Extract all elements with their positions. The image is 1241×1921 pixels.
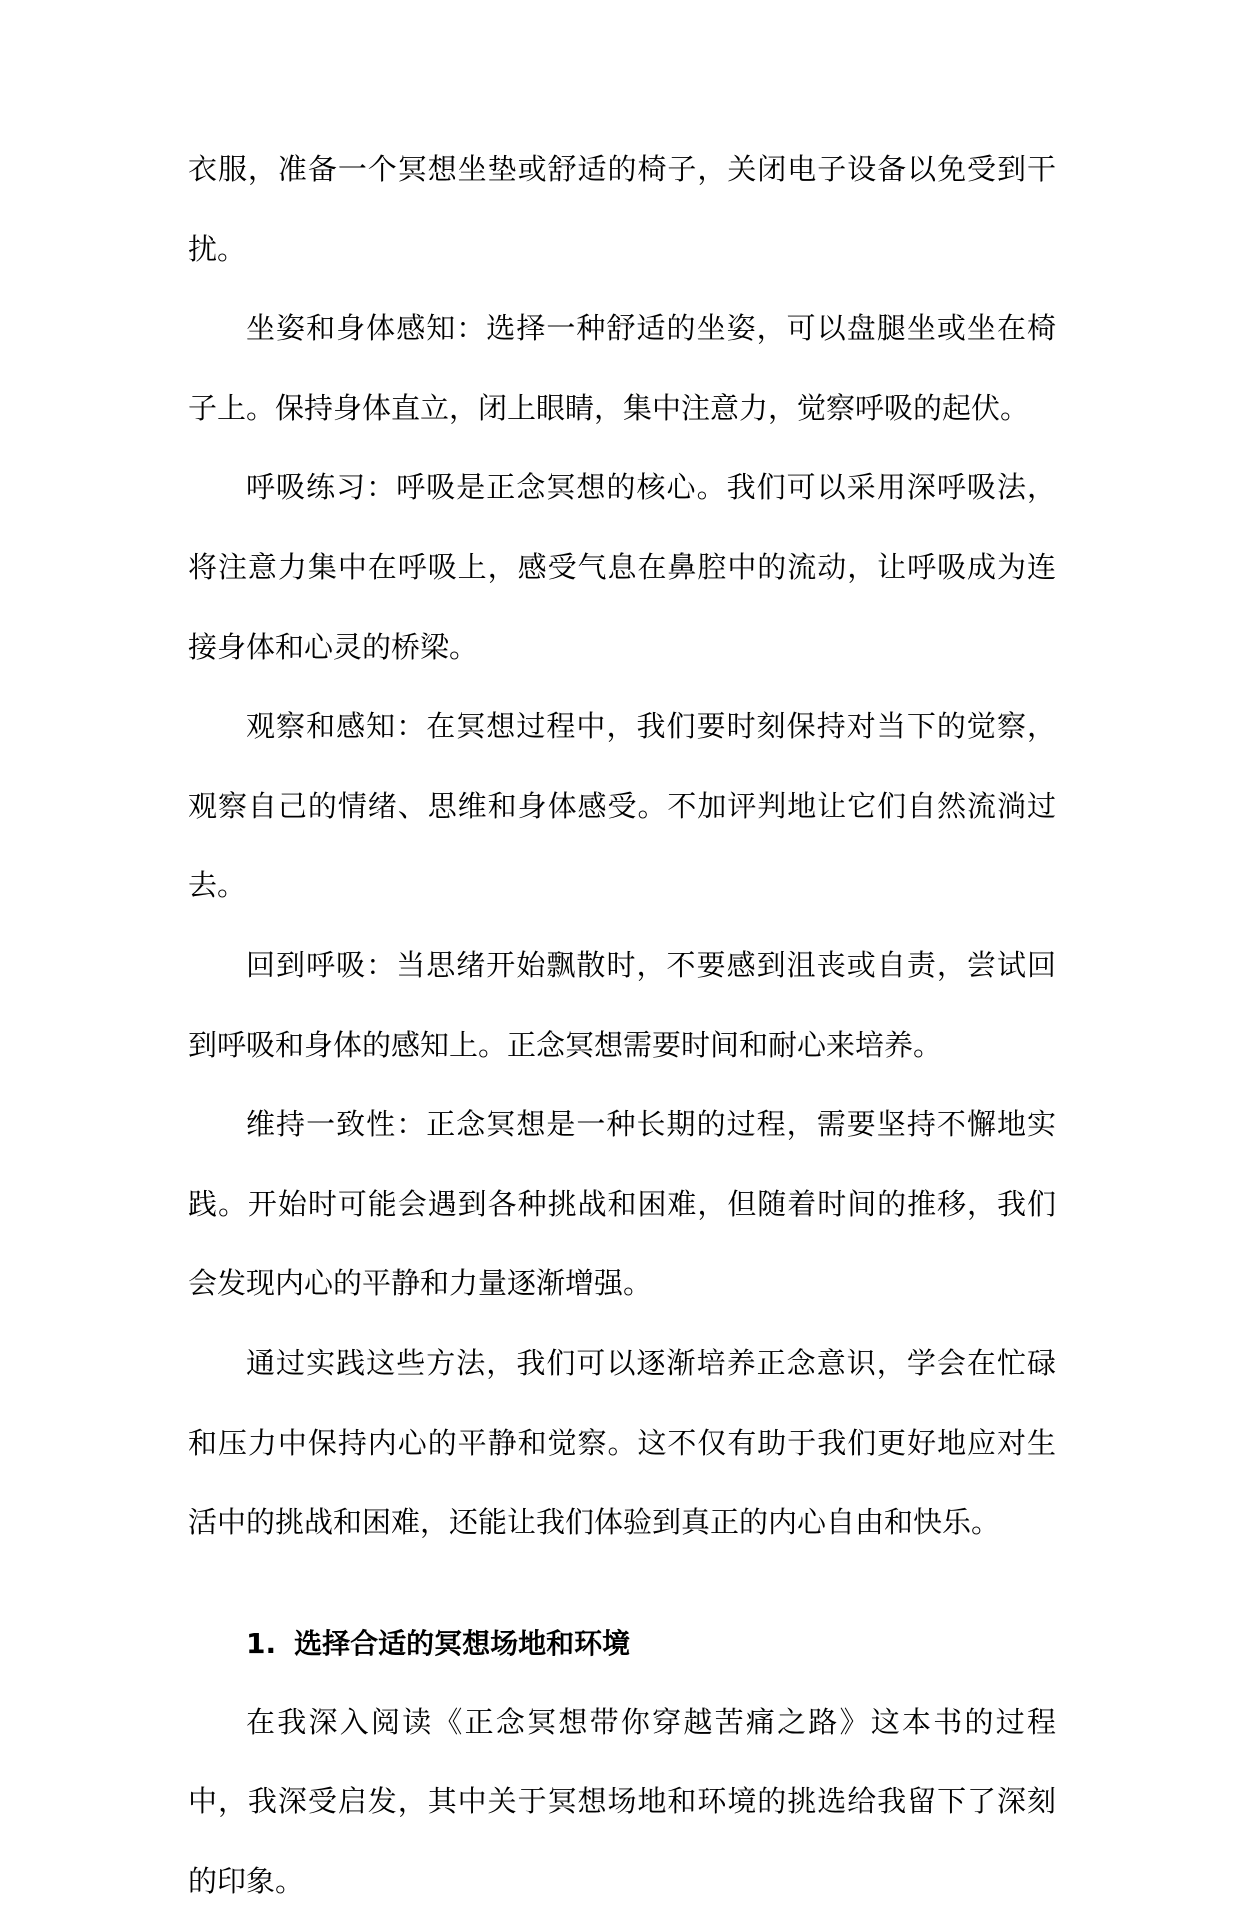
paragraph-consistency: 维持一致性：正念冥想是一种长期的过程，需要坚持不懈地实践。开始时可能会遇到各种挑战和困难，但随着时间的推移，我们会发现内心的平静和力量逐渐增强。 xyxy=(188,1107,1056,1301)
paragraph-continued: 衣服，准备一个冥想坐垫或舒适的椅子，关闭电子设备以免受到干扰。 xyxy=(188,152,1056,266)
paragraph-summary: 通过实践这些方法，我们可以逐渐培养正念意识，学会在忙碌和压力中保持内心的平静和觉察。这不仅有助于我们更好地应对生活中的挑战和困难，还能让我们体验到真正的内心自由和快乐。 xyxy=(188,1345,1056,1540)
section-heading xyxy=(188,1605,1056,1683)
paragraph-section-intro: 在我深入阅读《正念冥想带你穿越苦痛之路》这本书的过程中，我深受启发，其中关于冥想场地和环境的挑选给我留下了深刻的印象。 xyxy=(188,1704,1056,1898)
section-title: 选择合适的冥想场地和环境 xyxy=(294,1626,631,1660)
paragraph-breathing: 呼吸练习：呼吸是正念冥想的核心。我们可以采用深呼吸法，将注意力集中在呼吸上，感受气息在鼻腔中的流动，让呼吸成为连接身体和心灵的桥梁。 xyxy=(188,470,1056,664)
paragraph-observation: 观察和感知：在冥想过程中，我们要时刻保持对当下的觉察，观察自己的情绪、思维和身体感受。不加评判地让它们自然流淌过去。 xyxy=(188,709,1056,903)
paragraph-return-to-breath: 回到呼吸：当思绪开始飘散时，不要感到沮丧或自责，尝试回到呼吸和身体的感知上。正念冥想需要时间和耐心来培养。 xyxy=(188,947,1056,1062)
section-number: 1. xyxy=(246,1626,277,1660)
document-body xyxy=(188,130,1056,1921)
paragraph-posture: 坐姿和身体感知：选择一种舒适的坐姿，可以盘腿坐或坐在椅子上。保持身体直立，闭上眼睛，集中注意力，觉察呼吸的起伏。 xyxy=(188,311,1056,425)
